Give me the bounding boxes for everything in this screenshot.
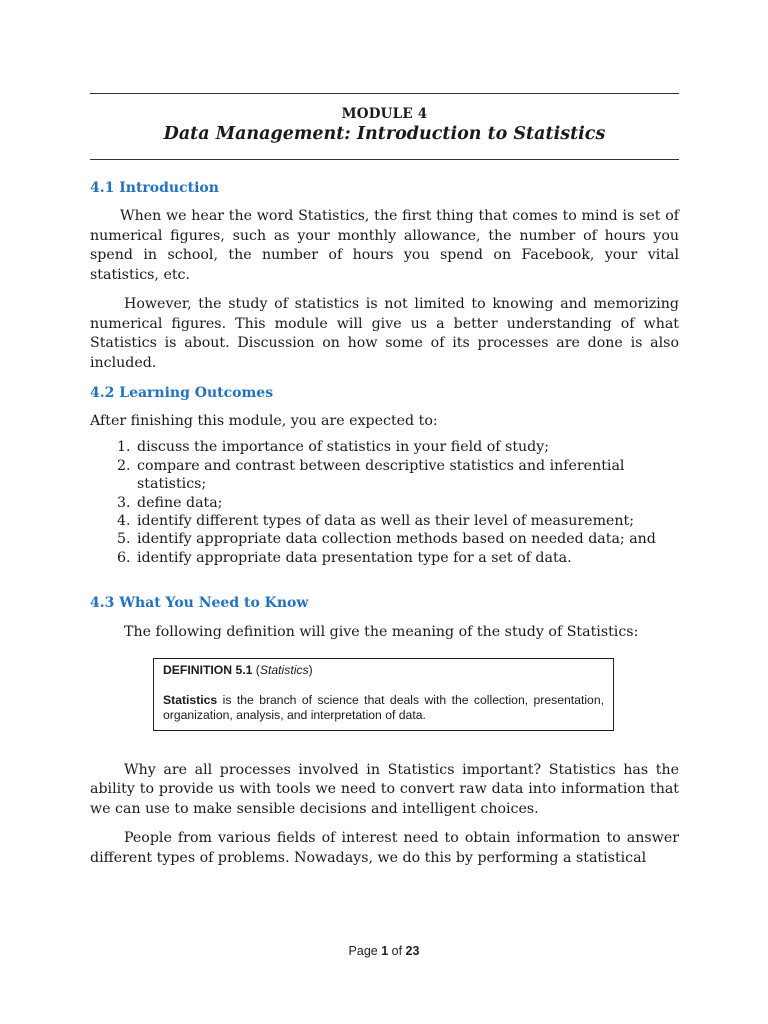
definition-intro: The following definition will give the meaning of the study of Statistics: (124, 624, 639, 641)
footer-page-word: Page (348, 944, 382, 958)
definition-body-text: is the branch of science that deals with the collection, presentation, organization, analysis, and interpretation of data. (163, 693, 604, 723)
definition-body-term: Statistics (163, 693, 218, 708)
section-heading-introduction: 4.1 Introduction (90, 180, 219, 196)
list-item: 6. identify appropriate data presentation type for a set of data. (135, 549, 679, 567)
definition-box (153, 658, 614, 731)
list-item: 2. compare and contrast between descriptive statistics and inferential statistics; (135, 457, 679, 494)
definition-header (163, 663, 604, 678)
module-title: Data Management: Introduction to Statistics (163, 124, 606, 144)
definition-paren-close: ) (308, 662, 313, 677)
fields-paragraph: People from various fields of interest need to obtain information to answer different types of problems. Nowadays, we do this by performing a statistical (90, 829, 679, 866)
intro-paragraph-1: When we hear the word Statistics, the first thing that comes to mind is set of numerical figures, such as your monthly allowance, the number of hours you spend in school, the number of hours you spend on Facebook, your vital statistics, etc. (90, 208, 679, 284)
footer-page-current: 1 (381, 944, 389, 958)
header-top-rule (90, 93, 679, 94)
footer-page-total: 23 (405, 944, 420, 958)
list-item: 4. identify different types of data as well as their level of measurement; (135, 512, 679, 530)
outcomes-intro: After finishing this module, you are expected to: (90, 412, 438, 429)
page-content (90, 178, 679, 868)
list-item: 1. discuss the importance of statistics in your field of study; (135, 438, 679, 456)
outcomes-list (90, 438, 679, 567)
page-footer (0, 944, 768, 958)
footer-page-of: of (388, 944, 406, 958)
definition-paren-open: ( (255, 662, 260, 677)
intro-paragraph-2: However, the study of statistics is not limited to knowing and memorizing numerical figures. This module will give us a better understanding of what Statistics is about. Discussion on how some of its processes are done is also included. (90, 295, 679, 371)
section-heading-learning-outcomes: 4.2 Learning Outcomes (90, 384, 274, 401)
header-bottom-rule (90, 159, 679, 160)
list-item: 3. define data; (135, 494, 679, 512)
definition-label: DEFINITION 5.1 (163, 662, 253, 677)
section-heading-what-you-need-to-know: 4.3 What You Need to Know (90, 595, 309, 612)
module-label: MODULE 4 (341, 106, 428, 122)
importance-paragraph: Why are all processes involved in Statistics important? Statistics has the ability to provide us with tools we need to convert raw data into information that we can use to make sensible decisions and intelligent choices. (90, 761, 679, 818)
list-item: 5. identify appropriate data collection methods based on needed data; and (135, 530, 679, 548)
definition-term: Statistics (259, 662, 309, 677)
definition-body (163, 693, 604, 724)
